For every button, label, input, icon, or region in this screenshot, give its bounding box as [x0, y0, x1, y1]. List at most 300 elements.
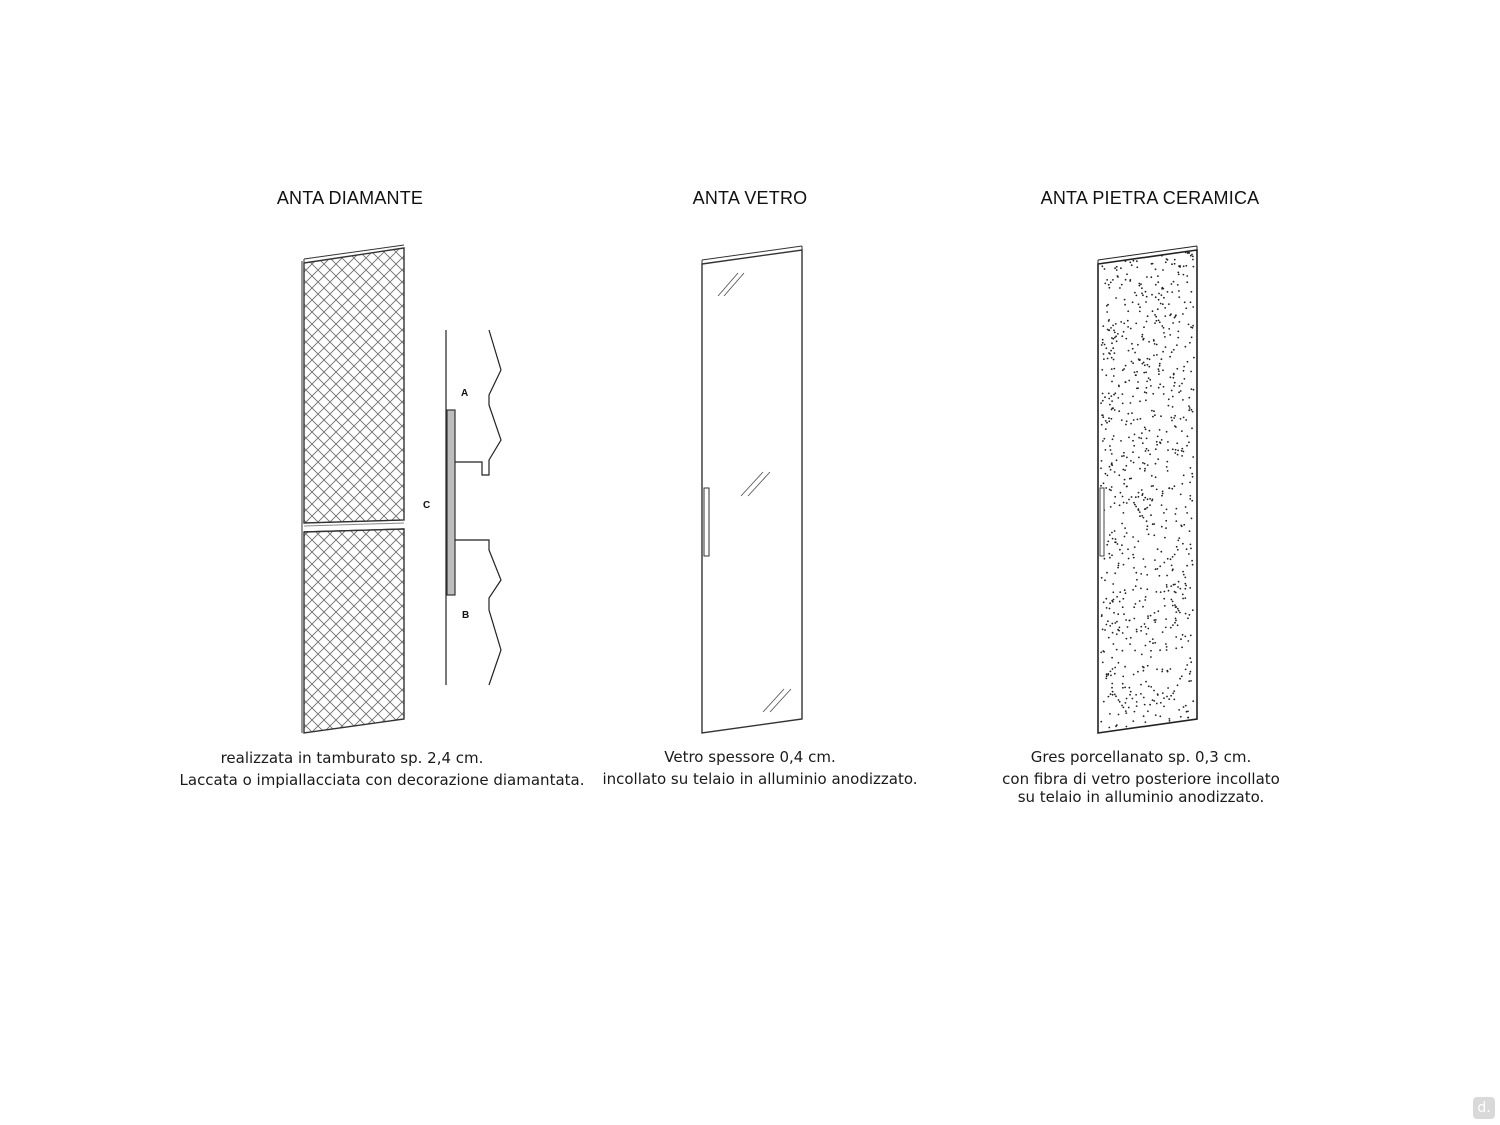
stone-speck [1185, 346, 1187, 348]
stone-speck [1146, 321, 1148, 323]
stone-speck [1178, 391, 1180, 393]
stone-speck [1144, 566, 1146, 568]
stone-speck [1109, 608, 1111, 610]
stone-speck [1144, 623, 1146, 625]
stone-speck [1158, 370, 1160, 372]
stone-speck [1141, 654, 1143, 656]
stone-speck [1103, 701, 1105, 703]
stone-speck [1102, 342, 1104, 344]
stone-speck [1116, 340, 1118, 342]
caption-pietra-line-1: Gres porcellanato sp. 0,3 cm. [1030, 748, 1252, 766]
stone-speck [1172, 396, 1174, 398]
stone-speck [1115, 538, 1117, 540]
diamante-section-detail [446, 330, 501, 685]
stone-speck [1124, 479, 1126, 481]
stone-speck [1158, 368, 1160, 370]
stone-speck [1136, 388, 1138, 390]
stone-speck [1162, 269, 1164, 271]
stone-speck [1109, 557, 1111, 559]
stone-speck [1124, 687, 1126, 689]
stone-speck [1127, 548, 1129, 550]
stone-speck [1152, 310, 1154, 312]
stone-speck [1111, 368, 1113, 370]
stone-speck [1129, 279, 1131, 281]
stone-speck [1112, 438, 1114, 440]
stone-speck [1179, 612, 1181, 614]
stone-speck [1139, 511, 1141, 513]
stone-speck [1147, 615, 1149, 617]
stone-speck [1121, 523, 1123, 525]
stone-speck [1177, 454, 1179, 456]
stone-speck [1152, 699, 1154, 701]
stone-speck [1190, 255, 1192, 257]
stone-speck [1146, 438, 1148, 440]
stone-speck [1139, 311, 1141, 313]
stone-speck [1171, 291, 1173, 293]
stone-speck [1138, 359, 1140, 361]
stone-speck [1150, 650, 1152, 652]
stone-speck [1186, 512, 1188, 514]
stone-speck [1133, 674, 1135, 676]
stone-speck [1112, 538, 1114, 540]
stone-speck [1101, 265, 1103, 267]
stone-speck [1123, 613, 1125, 615]
stone-speck [1109, 534, 1111, 536]
stone-speck [1106, 422, 1108, 424]
stone-speck [1185, 252, 1187, 254]
stone-speck [1119, 701, 1121, 703]
stone-speck [1132, 451, 1134, 453]
stone-speck [1174, 259, 1176, 261]
stone-speck [1114, 267, 1116, 269]
stone-speck [1163, 386, 1165, 388]
stone-speck [1121, 544, 1123, 546]
stone-speck [1166, 584, 1168, 586]
stone-speck [1113, 368, 1115, 370]
stone-speck [1151, 410, 1153, 412]
stone-speck [1183, 706, 1185, 708]
stone-speck [1146, 387, 1148, 389]
stone-speck [1146, 448, 1148, 450]
stone-speck [1101, 369, 1103, 371]
stone-speck [1145, 428, 1147, 430]
stone-speck [1167, 470, 1169, 472]
stone-speck [1185, 506, 1187, 508]
stone-speck [1102, 440, 1104, 442]
stone-speck [1192, 609, 1194, 611]
stone-speck [1172, 406, 1174, 408]
stone-speck [1155, 448, 1157, 450]
label-a: A [461, 388, 469, 399]
stone-speck [1160, 551, 1162, 553]
stone-speck [1180, 390, 1182, 392]
stone-speck [1108, 398, 1110, 400]
stone-speck [1179, 678, 1181, 680]
stone-speck [1113, 375, 1115, 377]
stone-speck [1108, 637, 1110, 639]
stone-speck [1162, 493, 1164, 495]
stone-speck [1178, 729, 1180, 731]
stone-speck [1175, 620, 1177, 622]
stone-speck [1105, 252, 1107, 254]
stone-speck [1185, 419, 1187, 421]
stone-speck [1111, 657, 1113, 659]
stone-speck [1183, 274, 1185, 276]
stone-speck [1189, 530, 1191, 532]
stone-speck [1116, 621, 1118, 623]
stone-speck [1174, 425, 1176, 427]
stone-speck [1102, 662, 1104, 664]
stone-speck [1112, 691, 1114, 693]
stone-speck [1136, 371, 1138, 373]
stone-speck [1130, 460, 1132, 462]
stone-speck [1184, 597, 1186, 599]
stone-speck [1105, 487, 1107, 489]
stone-speck [1178, 296, 1180, 298]
stone-speck [1119, 601, 1121, 603]
stone-speck [1132, 301, 1134, 303]
stone-speck [1183, 417, 1185, 419]
stone-speck [1158, 299, 1160, 301]
stone-speck [1178, 581, 1180, 583]
stone-speck [1136, 705, 1138, 707]
stone-speck [1170, 417, 1172, 419]
stone-speck [1170, 376, 1172, 378]
stone-speck [1141, 489, 1143, 491]
stone-speck [1154, 343, 1156, 345]
stone-speck [1121, 455, 1123, 457]
stone-speck [1121, 705, 1123, 707]
stone-speck [1172, 605, 1174, 607]
stone-speck [1137, 419, 1139, 421]
stone-speck [1126, 698, 1128, 700]
stone-speck [1112, 668, 1114, 670]
stone-speck [1177, 624, 1179, 626]
stone-speck [1167, 558, 1169, 560]
stone-speck [1149, 430, 1151, 432]
stone-speck [1127, 626, 1129, 628]
stone-speck [1149, 704, 1151, 706]
stone-speck [1153, 619, 1155, 621]
stone-speck [1123, 564, 1125, 566]
stone-speck [1104, 268, 1106, 270]
stone-speck [1107, 329, 1109, 331]
stone-speck [1129, 694, 1131, 696]
stone-speck [1103, 353, 1105, 355]
stone-speck [1170, 585, 1172, 587]
stone-speck [1160, 415, 1162, 417]
stone-speck [1137, 381, 1139, 383]
stone-speck [1135, 496, 1137, 498]
stone-speck [1122, 403, 1124, 405]
stone-speck [1168, 698, 1170, 700]
stone-speck [1108, 329, 1110, 331]
stone-speck [1186, 711, 1188, 713]
stone-speck [1190, 671, 1192, 673]
stone-speck [1131, 412, 1133, 414]
stone-speck [1161, 504, 1163, 506]
stone-speck [1145, 291, 1147, 293]
stone-speck [1127, 413, 1129, 415]
caption-pietra-line-3: su telaio in alluminio anodizzato. [1017, 788, 1265, 806]
stone-speck [1111, 409, 1113, 411]
stone-speck [1161, 671, 1163, 673]
stone-speck [1132, 440, 1134, 442]
stone-speck [1154, 559, 1156, 561]
stone-speck [1140, 693, 1142, 695]
stone-speck [1100, 652, 1102, 654]
stone-speck [1139, 285, 1141, 287]
stone-speck [1183, 451, 1185, 453]
stone-speck [1145, 371, 1147, 373]
title-diamante: ANTA DIAMANTE [276, 188, 424, 208]
caption-diamante [162, 747, 602, 791]
stone-speck [1180, 418, 1182, 420]
stone-speck [1184, 301, 1186, 303]
stone-speck [1182, 634, 1184, 636]
stone-speck [1135, 323, 1137, 325]
stone-speck [1193, 357, 1195, 359]
stone-speck [1112, 632, 1114, 634]
stone-speck [1189, 657, 1191, 659]
stone-speck [1132, 348, 1134, 350]
stone-speck [1159, 363, 1161, 365]
stone-speck [1125, 260, 1127, 262]
stone-speck [1116, 253, 1118, 255]
stone-speck [1133, 445, 1135, 447]
stone-speck [1162, 692, 1164, 694]
stone-speck [1174, 382, 1176, 384]
stone-speck [1116, 459, 1118, 461]
stone-speck [1157, 693, 1159, 695]
caption-vetro-line-1: Vetro spessore 0,4 cm. [664, 748, 836, 766]
stone-speck [1147, 358, 1149, 360]
stone-speck [1169, 334, 1171, 336]
stone-speck [1166, 431, 1168, 433]
stone-speck [1153, 410, 1155, 412]
watermark-logo-icon: d. [1473, 1097, 1495, 1119]
stone-speck [1154, 612, 1156, 614]
stone-speck [1100, 467, 1102, 469]
stone-speck [1172, 377, 1174, 379]
stone-speck [1172, 570, 1174, 572]
stone-speck [1117, 629, 1119, 631]
stone-speck [1177, 272, 1179, 274]
stone-speck [1177, 540, 1179, 542]
stone-speck [1192, 306, 1194, 308]
stone-speck [1150, 686, 1152, 688]
stone-speck [1143, 326, 1145, 328]
stone-speck [1188, 397, 1190, 399]
stone-speck [1145, 645, 1147, 647]
stone-speck [1140, 626, 1142, 628]
stone-speck [1162, 369, 1164, 371]
stone-speck [1102, 339, 1104, 341]
stone-speck [1158, 373, 1160, 375]
stone-speck [1186, 281, 1188, 283]
caption-vetro [540, 746, 980, 790]
stone-speck [1114, 409, 1116, 411]
stone-speck [1118, 714, 1120, 716]
stone-speck [1155, 253, 1157, 255]
stone-speck [1138, 496, 1140, 498]
stone-speck [1155, 316, 1157, 318]
stone-speck [1191, 473, 1193, 475]
stone-speck [1134, 650, 1136, 652]
stone-speck [1112, 347, 1114, 349]
stone-speck [1154, 314, 1156, 316]
stone-speck [1122, 553, 1124, 555]
stone-speck [1119, 627, 1121, 629]
stone-speck [1158, 293, 1160, 295]
stone-speck [1114, 622, 1116, 624]
stone-speck [1143, 670, 1145, 672]
stone-speck [1162, 351, 1164, 353]
stone-speck [1192, 476, 1194, 478]
stone-speck [1182, 399, 1184, 401]
stone-speck [1106, 305, 1108, 307]
stone-speck [1118, 699, 1120, 701]
stone-speck [1110, 259, 1112, 261]
stone-speck [1104, 283, 1106, 285]
stone-speck [1176, 344, 1178, 346]
stone-speck [1101, 460, 1103, 462]
stone-speck [1144, 470, 1146, 472]
stone-speck [1182, 313, 1184, 315]
stone-speck [1111, 400, 1113, 402]
stone-speck [1129, 687, 1131, 689]
stone-speck [1143, 362, 1145, 364]
stone-speck [1152, 416, 1154, 418]
stone-speck [1123, 512, 1125, 514]
stone-speck [1173, 373, 1175, 375]
stone-speck [1180, 716, 1182, 718]
stone-speck [1114, 572, 1116, 574]
stone-speck [1105, 428, 1107, 430]
stone-speck [1167, 687, 1169, 689]
stone-speck [1180, 638, 1182, 640]
stone-speck [1165, 346, 1167, 348]
stone-speck [1104, 558, 1106, 560]
stone-speck [1158, 387, 1160, 389]
stone-speck [1142, 606, 1144, 608]
stone-speck [1146, 520, 1148, 522]
stone-speck [1121, 419, 1123, 421]
stone-speck [1115, 323, 1117, 325]
stone-speck [1116, 649, 1118, 651]
stone-speck [1174, 584, 1176, 586]
stone-speck [1178, 709, 1180, 711]
stone-speck [1119, 287, 1121, 289]
stone-speck [1114, 496, 1116, 498]
stone-speck [1105, 598, 1107, 600]
stone-speck [1175, 449, 1177, 451]
stone-speck [1172, 601, 1174, 603]
stone-speck [1192, 564, 1194, 566]
stone-speck [1135, 374, 1137, 376]
stone-speck [1192, 256, 1194, 258]
stone-speck [1185, 585, 1187, 587]
stone-speck [1184, 588, 1186, 590]
stone-speck [1147, 498, 1149, 500]
stone-speck [1134, 352, 1136, 354]
stone-speck [1125, 365, 1127, 367]
stone-speck [1139, 400, 1141, 402]
stone-speck [1110, 395, 1112, 397]
stone-speck [1181, 646, 1183, 648]
stone-speck [1147, 665, 1149, 667]
stone-speck [1113, 330, 1115, 332]
stone-speck [1109, 445, 1111, 447]
stone-speck [1106, 279, 1108, 281]
stone-speck [1172, 692, 1174, 694]
stone-speck [1130, 328, 1132, 330]
stone-speck [1192, 456, 1194, 458]
stone-speck [1126, 638, 1128, 640]
stone-speck [1102, 400, 1104, 402]
stone-speck [1102, 416, 1104, 418]
stone-speck [1157, 281, 1159, 283]
label-b: B [462, 610, 470, 621]
stone-speck [1177, 337, 1179, 339]
stone-speck [1101, 344, 1103, 346]
stone-speck [1125, 381, 1127, 383]
stone-speck [1112, 338, 1114, 340]
stone-speck [1134, 711, 1136, 713]
stone-speck [1171, 283, 1173, 285]
stone-speck [1167, 441, 1169, 443]
stone-speck [1111, 381, 1113, 383]
stone-speck [1160, 591, 1162, 593]
stone-speck [1133, 462, 1135, 464]
stone-speck [1109, 353, 1111, 355]
stone-speck [1101, 577, 1103, 579]
stone-speck [1149, 379, 1151, 381]
stone-speck [1139, 600, 1141, 602]
stone-speck [1120, 321, 1122, 323]
stone-speck [1181, 383, 1183, 385]
stone-speck [1178, 610, 1180, 612]
stone-speck [1191, 336, 1193, 338]
stone-speck [1187, 640, 1189, 642]
stone-speck [1184, 378, 1186, 380]
stone-speck [1125, 702, 1127, 704]
stone-speck [1166, 649, 1168, 651]
stone-speck [1148, 366, 1150, 368]
stone-speck [1187, 251, 1189, 253]
stone-speck [1128, 350, 1130, 352]
stone-speck [1176, 368, 1178, 370]
stone-speck [1191, 560, 1193, 562]
stone-speck [1192, 325, 1194, 327]
stone-speck [1155, 284, 1157, 286]
stone-speck [1116, 633, 1118, 635]
stone-speck [1146, 392, 1148, 394]
stone-speck [1133, 419, 1135, 421]
stone-speck [1182, 598, 1184, 600]
stone-speck [1139, 468, 1141, 470]
stone-speck [1156, 354, 1158, 356]
stone-speck [1154, 414, 1156, 416]
stone-speck [1117, 333, 1119, 335]
stone-speck [1159, 429, 1161, 431]
stone-speck [1110, 693, 1112, 695]
stone-speck [1149, 641, 1151, 643]
stone-speck [1172, 448, 1174, 450]
stone-speck [1149, 453, 1151, 455]
stone-speck [1157, 568, 1159, 570]
stone-speck [1118, 662, 1120, 664]
